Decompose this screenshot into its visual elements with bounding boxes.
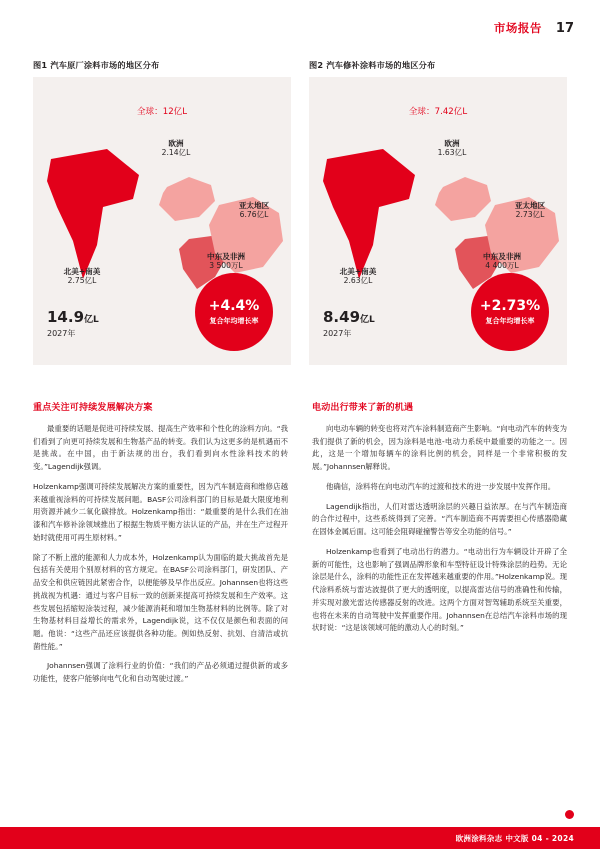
chart-2-label-asia-pacific: 亚太地区 2.73亿L [514,201,546,220]
left-paragraph-1: 最重要的话题是促进可持续发展、提高生产效率和个性化的涂料方向。“我们看到了向更可持续发展和生物基产品的转变。我们认为这更多的是机遇而不是挑战。在中国，由于新法规的出台，我们看到向水性涂料技术的转变。”Lagendijk强调。 [33,424,288,472]
chart-2-label-europe: 欧洲 1.63亿L [437,139,467,158]
right-paragraph-4: Holzenkamp也看到了电动出行的潜力。“电动出行为车辆设计开辟了全新的可能性，这也影响了强调品牌形象和车型特征设计特殊涂层的趋势。无论涂层是什么，涂料的功能性正在发挥越来越重要的作用。”Holzenkamp说。现代涂料系统与雷达波提供了更大的透明度，以提高雷达信号的准确性和传输，并实现对激光雷达传感器反射的改进。这两个方面对智驾辅助系统至关重要，也将在未来的自动驾驶中发挥重要作用。Johannsen在总结汽车涂料市场的现状时说：“这是该领域可能的激动人心的时刻。” [312,546,567,633]
chart-2-cagr-badge: +2.73% 复合年均增长率 [471,273,549,351]
footer-text: 欧洲涂料杂志 中文版 04 - 2024 [455,834,574,843]
right-paragraph-3: Lagendijk指出，人们对雷达透明涂层的兴趣日益浓厚。在与汽车制造商的合作过程中，这些系统得到了完善。“汽车制造商不再需要担心传感器隐藏在固体金属后面。这可能会阻碍碰撞警告等安全功能的信号。” [312,501,567,537]
chart-1-label-asia-pacific: 亚太地区 6.76亿L [238,201,270,220]
left-heading: 重点关注可持续发展解决方案 [33,403,153,413]
right-paragraph-1: 向电动车辆的转变也将对汽车涂料制造商产生影响。“向电动汽车的转变为我们提供了新的机会，因为涂料是电池-电动力系统中最重要的功能之一。因此，这是一个增加每辆车的涂料比例的机会，同样是一个非常积极的发展。”Johannsen解释说。 [312,424,567,472]
chart-2-map [309,77,567,365]
chart-1 [33,60,291,365]
charts-band [33,60,567,365]
right-heading: 电动出行带来了新的机遇 [312,403,414,413]
right-paragraph-2: 他确信，涂料将在向电动汽车的过渡和技术的进一步发展中发挥作用。 [326,481,556,491]
chart-1-forecast: 14.9亿L 2027年 [47,308,99,338]
article-body [33,400,567,693]
section-title: 市场报告 [493,21,542,35]
chart-2-global: 全球：7.42亿L [408,107,468,117]
chart-1-map [33,77,291,365]
page-number: 17 [555,20,574,36]
chart-1-cagr-badge: +4.4% 复合年均增长率 [195,273,273,351]
left-paragraph-2: Holzenkamp强调可持续发展解决方案的重要性，因为汽车制造商和维修店越来越重视涂料的可持续发展问题。BASF公司涂料部门的目标是最大限度地利用资源并减少二氧化碳排放。Holzenkamp指出：“最重要的是什么我们在油漆和汽车修补涂领域推出了根据生物质平衡方法认证的产品，并在生产过程开始时就使用可再生原材料。” [33,481,288,542]
chart-2-label-americas: 北美+南美 2.63亿L [339,267,377,286]
chart-1-label-middle-east-africa: 中东及非洲 3 500万L [207,252,245,271]
chart-1-label-americas: 北美+南美 2.75亿L [63,267,101,286]
left-paragraph-4: Johannsen强调了涂料行业的价值：“我们的产品必须通过提供新的或多功能性，使客户能够向电气化和自动驾驶过渡。” [33,661,288,684]
article-column-right [312,400,567,693]
chart-1-global: 全球：12亿L [136,107,188,117]
left-paragraph-3: 除了不断上涨的能源和人力成本外，Holzenkamp认为面临的最大挑战首先是包括有关使用个别原材料的官方规定。在BASF公司涂料部门，研发团队、产品安全和供应链因此紧密合作，以便能够及早作出反应。Johannsen也将这些挑战视为机遇：通过与客户目标一致的创新来提高可持续发展和生产效率。这些发展包括缩短涂装过程，减少能源消耗和增加生物基材料的比例等。除了对生物基材料目益增长的需求外，Lagendijk说，这不仅仅是颜色和表面的问题。他说：“这些产品还应该提供各种功能。例如热反射、抗划、自清洁或抗菌性能。” [33,552,288,651]
chart-2-label-middle-east-africa: 中东及非洲 4 400万L [483,252,521,271]
map-north-america-shape-2 [323,145,419,280]
map-north-america-shape [47,145,143,280]
page-header [494,20,574,36]
chart-1-label-europe: 欧洲 2.14亿L [161,139,191,158]
chart-2-forecast: 8.49亿L 2027年 [323,308,375,338]
article-column-left [33,400,288,693]
end-of-article-icon [565,810,574,819]
chart-1-title: 图1 汽车原厂涂料市场的地区分布 [33,60,160,70]
chart-2-title: 图2 汽车修补涂料市场的地区分布 [309,60,436,70]
chart-2 [309,60,567,365]
